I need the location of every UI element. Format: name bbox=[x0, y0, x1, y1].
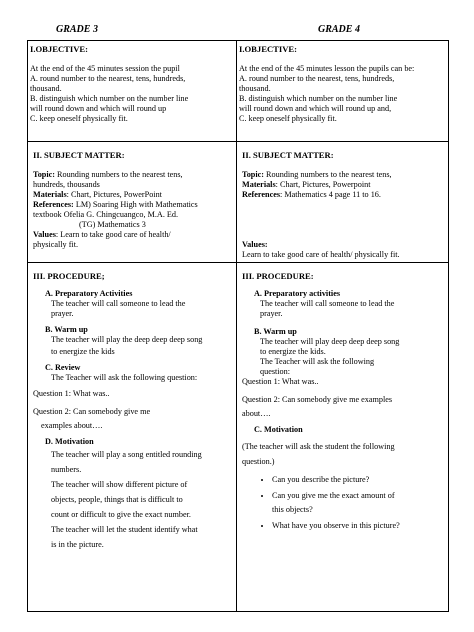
step-b-text: The teacher will play the deep deep deep song bbox=[51, 335, 203, 344]
question-2: Question 2: Can somebody give me bbox=[33, 407, 151, 416]
objective-line: will round down and which will round up bbox=[30, 104, 167, 113]
objective-line: A. round number to the nearest, tens, hundreds, bbox=[30, 74, 186, 83]
values-label: Values bbox=[33, 230, 56, 239]
objective-line: B. distinguish which number on the number line bbox=[239, 94, 398, 103]
values-text: : Learn to take good care of health/ bbox=[55, 230, 171, 239]
values-text: Learn to take good care of health/ physically fit. bbox=[242, 250, 400, 259]
step-d-text: numbers. bbox=[51, 465, 82, 474]
materials-text: : Chart, Pictures, PowerPoint bbox=[66, 190, 162, 199]
step-d-text: The teacher will play a song entitled rounding bbox=[51, 450, 202, 459]
subject-matter-heading: II. SUBJECT MATTER: bbox=[242, 150, 334, 160]
list-item-continued: this objects? bbox=[272, 505, 313, 514]
materials-label: Materials bbox=[33, 190, 67, 199]
step-a-text: The teacher will call someone to lead the bbox=[51, 299, 186, 308]
grade3-header: GRADE 3 bbox=[56, 24, 98, 35]
objective-line: C. keep oneself physically fit. bbox=[239, 114, 337, 123]
objective-line: A. round number to the nearest, tens, hundreds, bbox=[239, 74, 395, 83]
topic-text: Rounding numbers to the nearest tens, bbox=[57, 170, 183, 179]
list-item: • Can you describe the picture? bbox=[272, 475, 446, 485]
objective-line: thousand. bbox=[239, 84, 271, 93]
subject-matter-grade3-cell bbox=[28, 142, 237, 263]
subject-matter-grade4-cell bbox=[237, 142, 449, 263]
list-item: • What have you observe in this picture? bbox=[272, 521, 446, 531]
step-a-text: The teacher will call someone to lead the bbox=[260, 299, 395, 308]
references-text: LM) Soaring High with Mathematics bbox=[75, 200, 198, 209]
motivation-question-list bbox=[242, 475, 446, 531]
procedure-heading: III. PROCEDURE; bbox=[33, 271, 105, 281]
values-text: physically fit. bbox=[33, 240, 79, 249]
objective-grade3-cell bbox=[28, 41, 237, 142]
step-d-text: The teacher will let the student identify what bbox=[51, 525, 198, 534]
step-d-text: objects, people, things that is difficult to bbox=[51, 495, 183, 504]
step-a-title: A. Preparatory activities bbox=[254, 289, 341, 298]
topic-text: Rounding numbers to the nearest tens, bbox=[264, 170, 392, 179]
step-b-text: question: bbox=[260, 367, 291, 376]
references-text: textbook Ofelia G. Chingcuangco, M.A. Ed. bbox=[33, 210, 179, 219]
objective-line: B. distinguish which number on the number line bbox=[30, 94, 189, 103]
step-b-text: to energize the kids. bbox=[260, 347, 326, 356]
objective-line: thousand. bbox=[30, 84, 62, 93]
objective-line: will round down and which will round up and, bbox=[239, 104, 392, 113]
topic-text: hundreds, thousands bbox=[33, 180, 100, 189]
step-d-text: is in the picture. bbox=[51, 540, 104, 549]
question-1: Question 1: What was.. bbox=[242, 377, 319, 386]
question-1: Question 1: What was.. bbox=[33, 389, 110, 398]
step-b-title: B. Warm up bbox=[254, 327, 297, 336]
question-2: Question 2: Can somebody give me examples bbox=[242, 395, 393, 404]
references-text: (TG) Mathematics 3 bbox=[79, 220, 146, 229]
references-label: References bbox=[242, 190, 281, 199]
subject-matter-heading: II. SUBJECT MATTER: bbox=[33, 150, 125, 160]
step-d-text: count or difficult to give the exact number. bbox=[51, 510, 191, 519]
procedure-grade4-cell bbox=[237, 263, 449, 612]
step-b-text: The Teacher will ask the following bbox=[260, 357, 375, 366]
step-a-text: prayer. bbox=[260, 309, 283, 318]
topic-label: Topic: bbox=[242, 170, 264, 179]
objective-line: At the end of the 45 minutes lesson the pupils can be: bbox=[239, 64, 415, 73]
step-a-text: prayer. bbox=[51, 309, 74, 318]
question-2: about…. bbox=[242, 409, 271, 418]
step-c-text: question.) bbox=[242, 457, 275, 466]
objective-line: C. keep oneself physically fit. bbox=[30, 114, 128, 123]
references-label: References: bbox=[33, 200, 74, 209]
grade4-header: GRADE 4 bbox=[318, 24, 360, 35]
materials-label: Materials bbox=[242, 180, 276, 189]
step-c-text: (The teacher will ask the student the following bbox=[242, 442, 395, 451]
lesson-plan-table bbox=[27, 40, 449, 612]
step-c-title: C. Review bbox=[45, 363, 81, 372]
list-item: • Can you give me the exact amount of bbox=[272, 491, 446, 501]
procedure-grade3-cell bbox=[28, 263, 237, 612]
step-b-title: B. Warm up bbox=[45, 325, 88, 334]
procedure-heading: III. PROCEDURE: bbox=[242, 271, 314, 281]
objective-heading: I.OBJECTIVE: bbox=[239, 44, 298, 54]
step-d-title: D. Motivation bbox=[45, 437, 94, 446]
values-label: Values: bbox=[242, 240, 268, 249]
step-d-text: The teacher will show different picture of bbox=[51, 480, 188, 489]
step-b-text: The teacher will play deep deep deep song bbox=[260, 337, 400, 346]
step-b-text: to energize the kids bbox=[51, 347, 115, 356]
topic-label: Topic: bbox=[33, 170, 55, 179]
question-2: examples about…. bbox=[41, 421, 103, 430]
materials-text: : Chart, Pictures, Powerpoint bbox=[275, 180, 371, 189]
step-c-text: The Teacher will ask the following question: bbox=[51, 373, 198, 382]
objective-grade4-cell bbox=[237, 41, 449, 142]
objective-line: At the end of the 45 minutes session the pupil bbox=[30, 64, 180, 73]
references-text: : Mathematics 4 page 11 to 16. bbox=[280, 190, 381, 199]
objective-heading: I.OBJECTIVE: bbox=[30, 44, 89, 54]
step-a-title: A. Preparatory Activities bbox=[45, 289, 133, 298]
step-c-title: C. Motivation bbox=[254, 425, 303, 434]
